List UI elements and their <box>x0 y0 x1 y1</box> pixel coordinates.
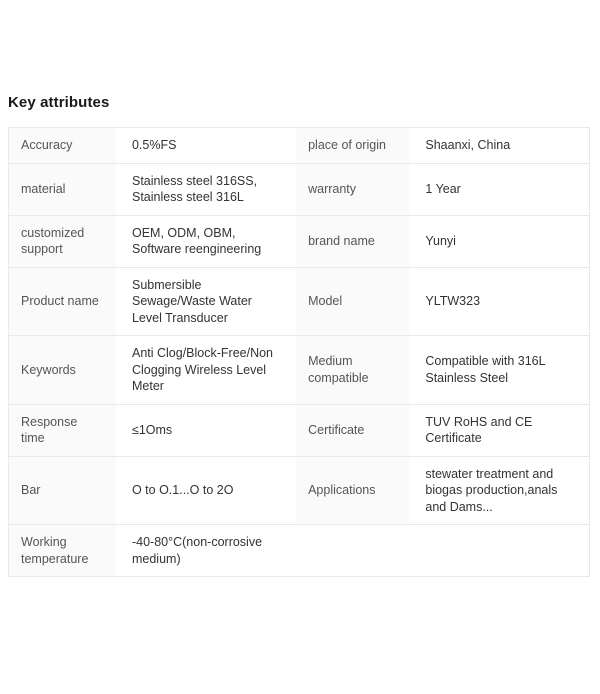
attr-value-model: YLTW323 <box>409 267 589 336</box>
attr-label-brand-name: brand name <box>296 215 409 267</box>
product-attributes-page <box>0 94 600 694</box>
attr-label-place-of-origin: place of origin <box>296 128 409 164</box>
table-row <box>9 336 590 405</box>
attr-value-brand-name: Yunyi <box>409 215 589 267</box>
table-row <box>9 525 590 577</box>
attr-value-applications: stewater treatment and biogas production,anals and Dams... <box>409 456 589 525</box>
attr-value-medium-compatible: Compatible with 316L Stainless Steel <box>409 336 589 405</box>
attr-label-bar: Bar <box>9 456 116 525</box>
attr-value-working-temperature: -40-80°C(non-corrosive medium) <box>116 525 296 577</box>
table-row <box>9 163 590 215</box>
attr-label-working-temperature: Working temperature <box>9 525 116 577</box>
attr-value-keywords: Anti Clog/Block-Free/Non Clogging Wireless Level Meter <box>116 336 296 405</box>
attr-value-warranty: 1 Year <box>409 163 589 215</box>
attr-value-product-name: Submersible Sewage/Waste Water Level Transducer <box>116 267 296 336</box>
empty-cell <box>296 525 589 577</box>
table-row <box>9 404 590 456</box>
section-title-key-attributes: Key attributes <box>8 94 110 111</box>
attr-label-response-time: Response time <box>9 404 116 456</box>
attr-label-material: material <box>9 163 116 215</box>
attr-value-bar: O to O.1...O to 2O <box>116 456 296 525</box>
attr-label-medium-compatible: Medium compatible <box>296 336 409 405</box>
table-row <box>9 215 590 267</box>
attr-label-applications: Applications <box>296 456 409 525</box>
key-attributes-table <box>8 127 590 577</box>
content-area <box>0 94 600 577</box>
attr-label-model: Model <box>296 267 409 336</box>
attr-value-response-time: ≤1Oms <box>116 404 296 456</box>
attr-label-product-name: Product name <box>9 267 116 336</box>
attr-label-warranty: warranty <box>296 163 409 215</box>
attr-value-accuracy: 0.5%FS <box>116 128 296 164</box>
attr-label-keywords: Keywords <box>9 336 116 405</box>
attr-label-certificate: Certificate <box>296 404 409 456</box>
table-row <box>9 128 590 164</box>
attr-value-place-of-origin: Shaanxi, China <box>409 128 589 164</box>
table-row <box>9 267 590 336</box>
attr-label-accuracy: Accuracy <box>9 128 116 164</box>
attr-value-customized-support: OEM, ODM, OBM, Software reengineering <box>116 215 296 267</box>
table-row <box>9 456 590 525</box>
attr-value-material: Stainless steel 316SS, Stainless steel 316L <box>116 163 296 215</box>
attr-value-certificate: TUV RoHS and CE Certificate <box>409 404 589 456</box>
attr-label-customized-support: customized support <box>9 215 116 267</box>
